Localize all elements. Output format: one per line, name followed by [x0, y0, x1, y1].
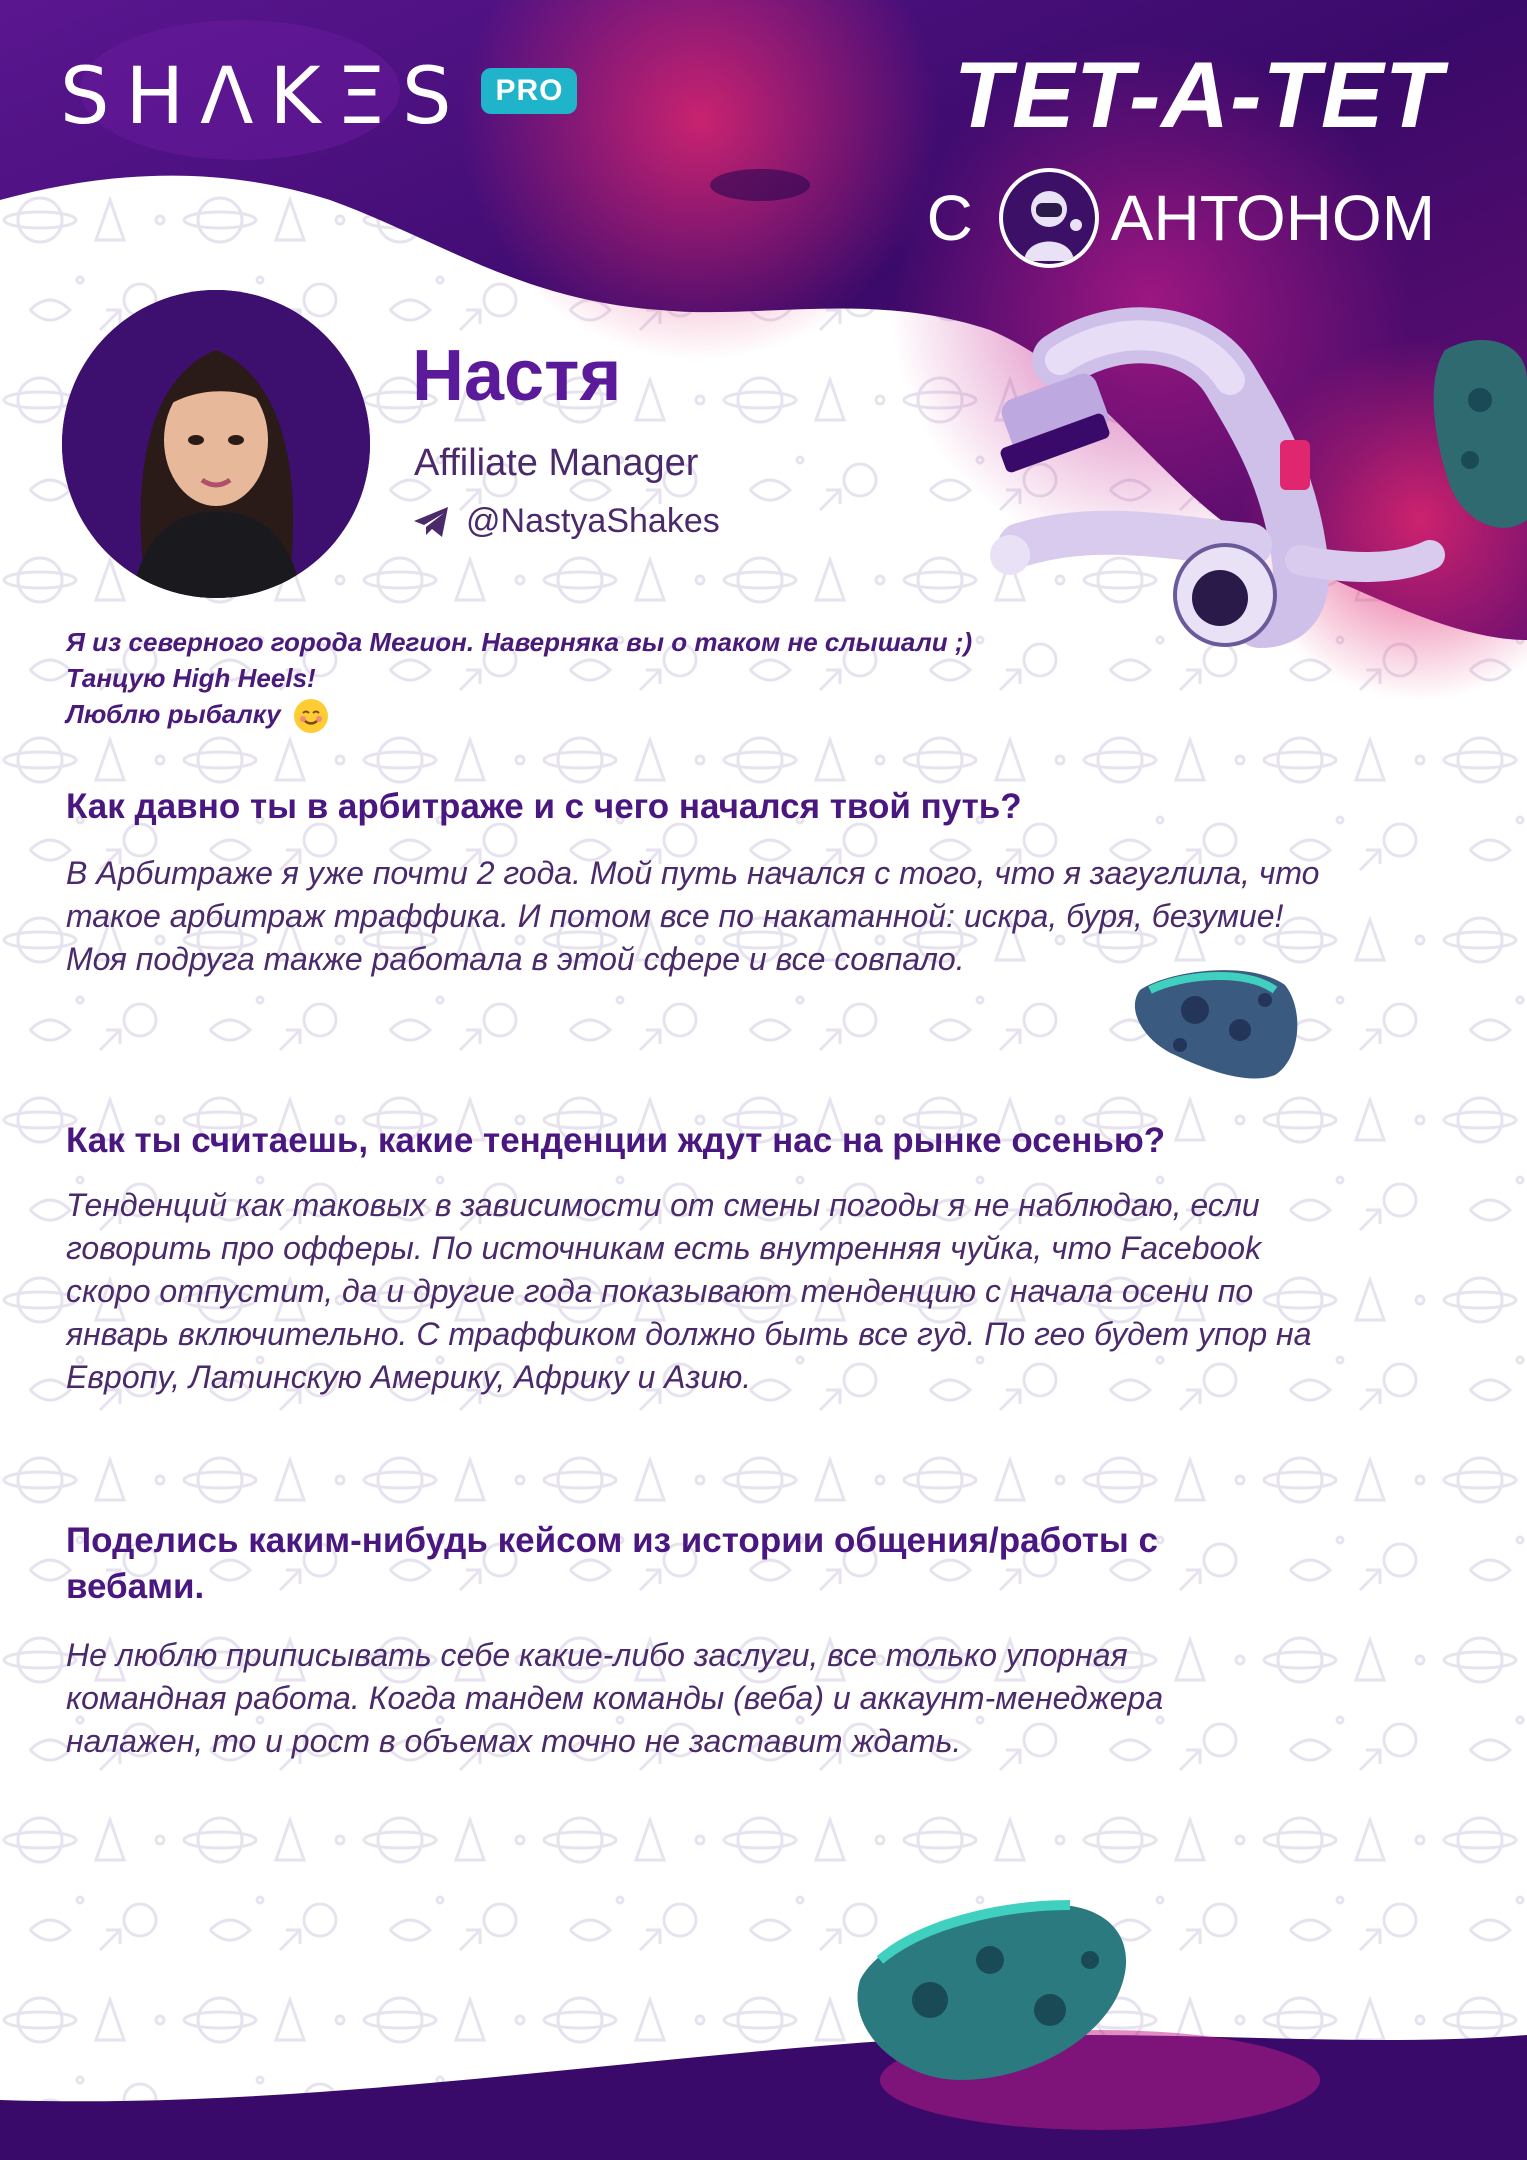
answer-line: говорить про офферы. По источникам есть внутренняя чуйка, что Facebook — [66, 1230, 1262, 1266]
telegram-handle: @NastyaShakes — [466, 502, 720, 540]
telegram-icon — [412, 505, 452, 539]
answer-line: налажен, то и рост в объемах точно не заставит ждать. — [66, 1723, 962, 1759]
answer-text — [66, 852, 1466, 981]
answer-line: командная работа. Когда тандем команды (веба) и аккаунт-менеджера — [66, 1680, 1164, 1716]
question-heading: Как давно ты в арбитраже и с чего начался твой путь? — [66, 787, 1022, 826]
question-heading: Как ты считаешь, какие тенденции ждут нас на рынке осенью? — [66, 1121, 1166, 1160]
answer-line: Не люблю приписывать себе какие-либо заслуги, все только упорная — [66, 1637, 1128, 1673]
intro-line: Я из северного города Мегион. Наверняка вы о таком не слышали ;) — [66, 627, 973, 657]
intro-block — [66, 624, 1166, 733]
answer-line: такое арбитраж траффика. И потом все по накатанной: искра, буря, безумие! — [66, 898, 1284, 934]
question-line: Поделись каким-нибудь кейсом из истории общения/работы с — [66, 1521, 1158, 1560]
profile-avatar — [62, 290, 370, 598]
intro-line: Танцую High Heels! — [66, 663, 316, 693]
profile-role: Affiliate Manager — [414, 442, 699, 484]
question-line: вебами. — [66, 1567, 205, 1606]
question-heading — [66, 1518, 1446, 1610]
intro-line: Люблю рыбалку — [66, 699, 281, 729]
header-with-name: АНТОНОМ — [1110, 182, 1435, 254]
answer-line: январь включительно. С траффиком должно быть все гуд. По гео будет упор на — [66, 1316, 1312, 1352]
answer-line: В Арбитраже я уже почти 2 года. Мой путь начался с того, что я загуглила, что — [66, 855, 1320, 891]
anton-avatar — [999, 168, 1099, 268]
profile-name: Настя — [412, 336, 622, 416]
answer-line: скоро отпустит, да и другие года показывают тенденцию с начала осени по — [66, 1273, 1254, 1309]
answer-text — [66, 1634, 1466, 1763]
answer-line: Моя подруга также работала в этой сфере и все совпало. — [66, 941, 965, 977]
answer-line: Тенденций как таковых в зависимости от смены погоды я не наблюдаю, если — [66, 1187, 1260, 1223]
logo-pro-badge: PRO — [481, 68, 577, 114]
answer-text — [66, 1184, 1466, 1399]
intro-line-with-emoji — [66, 696, 1166, 733]
header-title: TET-A-TET — [953, 42, 1443, 147]
header-with-prefix: С — [926, 182, 973, 254]
logo-wordmark: SHΛKΞS — [60, 52, 468, 142]
telegram-link[interactable] — [412, 502, 720, 541]
shakes-pro-logo[interactable] — [60, 52, 577, 142]
header-subtitle — [927, 168, 1435, 268]
smiling-face-icon — [294, 699, 328, 733]
answer-line: Европу, Латинскую Америку, Африку и Азию. — [66, 1359, 752, 1395]
